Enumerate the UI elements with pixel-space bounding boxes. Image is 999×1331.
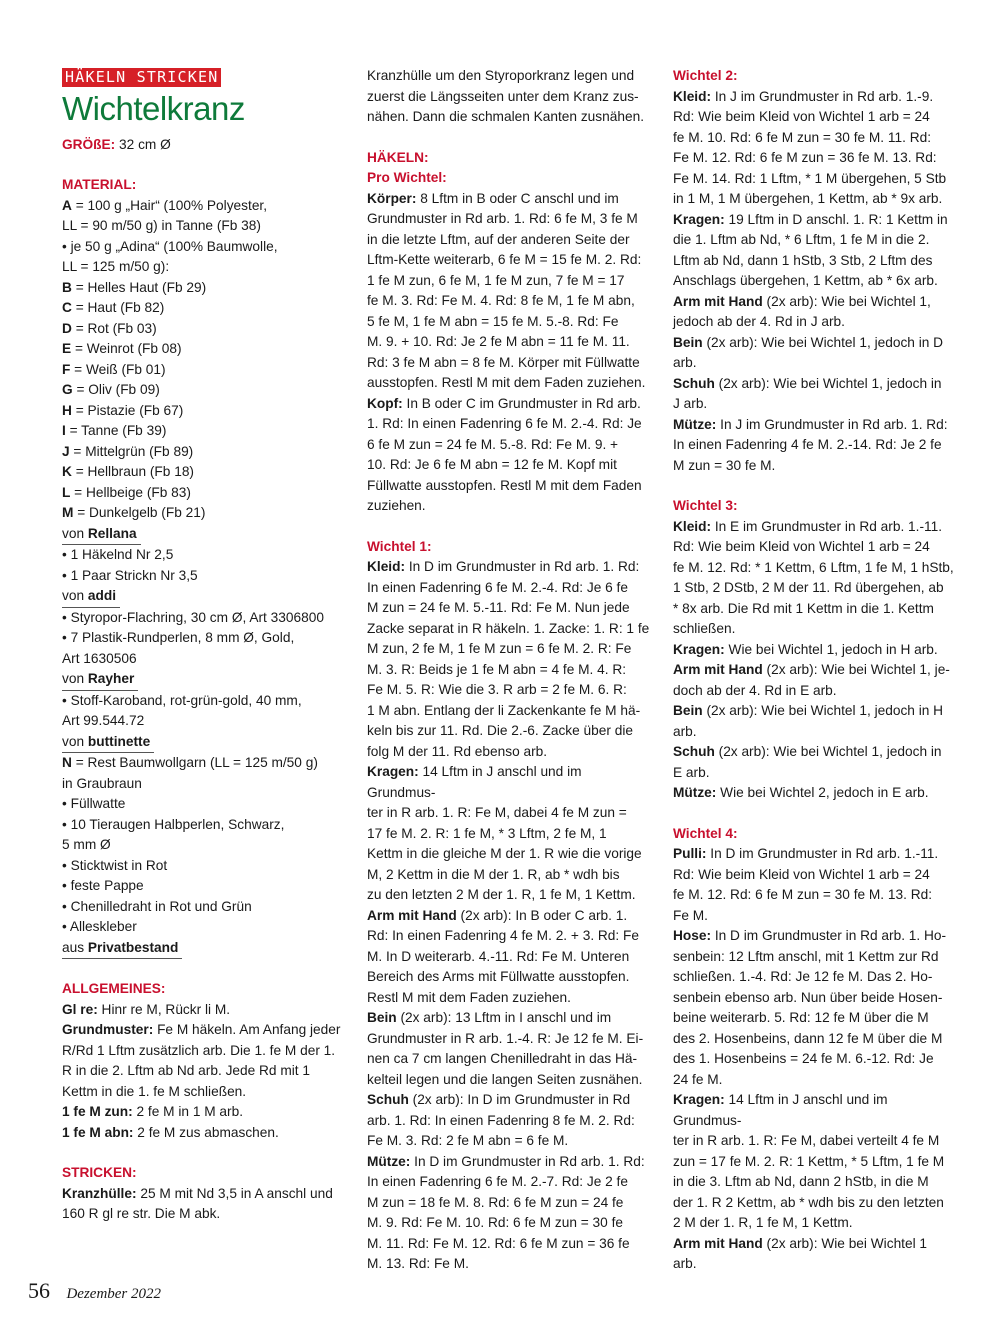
section-heading: ALLGEMEINES:	[62, 981, 166, 996]
term-label: Schuh	[367, 1092, 409, 1107]
text-line: 2 M der 1. R, 1 fe M, 1 Kettm.	[673, 1215, 853, 1230]
text-line: M zun = 18 fe M. 8. Rd: 6 fe M zun = 24 fe	[367, 1194, 624, 1210]
text-line	[673, 1234, 959, 1255]
text-line	[62, 462, 352, 483]
text-line	[673, 844, 959, 865]
supplier-name: Privatbestand	[87, 939, 179, 955]
term-text: = Rot (Fb 03)	[71, 320, 157, 336]
term-label: F	[62, 361, 71, 377]
text-line: • Chenilledraht in Rot und Grün	[62, 898, 252, 914]
supplier-prefix: von	[62, 671, 88, 686]
text-line: Fe M. 5. R: Wie die 3. R arb = 2 fe M. 6. R:	[367, 682, 627, 697]
term-text: = Helles Haut (Fb 29)	[71, 279, 207, 295]
text-line: des 1. Hosenbeins = 24 fe M. 6.-12. Rd: Je	[673, 1051, 934, 1066]
supplier-name: buttinette	[87, 733, 151, 749]
term-text: 8 Lftm in B oder C anschl und im	[416, 190, 619, 206]
term-text: = Mittelgrün (Fb 89)	[69, 443, 194, 459]
text-line: Rd: Wie beim Kleid von Wichtel 1 arb = 24	[673, 866, 930, 882]
term-text: Fe M häkeln. Am Anfang jeder	[153, 1022, 341, 1037]
text-line	[673, 333, 959, 354]
term-text: In D im Grundmuster in Rd arb. 1. Rd:	[410, 1153, 645, 1169]
term-label: Pulli:	[673, 846, 707, 861]
text-line	[62, 196, 352, 217]
text-line: Restl M mit dem Faden zuziehen.	[367, 989, 571, 1005]
term-label: Schuh	[673, 375, 715, 391]
term-label: Gl re:	[62, 1001, 98, 1017]
text-line	[367, 762, 651, 803]
term-label: I	[62, 423, 66, 438]
text-line: M. 13. Rd: Fe M.	[367, 1256, 469, 1271]
supplier-name: Rellana	[87, 525, 137, 541]
text-line	[673, 374, 959, 395]
term-label: A	[62, 197, 72, 213]
text-line: Zacke separat in R häkeln. 1. Zacke: 1. R: 1 fe	[367, 620, 650, 636]
term-text: 2 fe M in 1 M arb.	[132, 1104, 244, 1119]
term-text: = Hellbeige (Fb 83)	[70, 484, 191, 500]
text-line	[673, 926, 959, 947]
text-line: ausstopfen. Restl M mit dem Faden zuziehen.	[367, 375, 646, 390]
text-line: Art 1630506	[62, 650, 137, 666]
text-line: Grundmuster in R arb. 1.-4. R: Je 12 fe M. Ei-	[367, 1030, 644, 1046]
term-label: Kleid:	[367, 559, 406, 574]
text-line	[62, 483, 352, 504]
page-number: 56	[28, 1278, 50, 1303]
term-label: C	[62, 300, 72, 315]
text-line	[673, 210, 959, 231]
term-label: Kleid:	[673, 518, 712, 534]
term-label: Schuh	[673, 744, 715, 759]
text-line: in die 3. Lftm ab Nd, dann 2 hStb, in die M	[673, 1174, 929, 1189]
section-gap	[62, 155, 352, 175]
text-line: Kettm in die gleiche M der 1. R wie die vorige	[367, 846, 642, 861]
term-label: D	[62, 320, 72, 336]
supplier-line	[62, 732, 352, 754]
text-line: fe M. 10. Rd: 6 fe M zun = 30 fe M. 11. Rd:	[673, 129, 932, 145]
kicker-row	[62, 66, 352, 89]
text-line: fe M. 12. Rd: 6 fe M zun = 30 fe M. 13. Rd:	[673, 887, 933, 902]
section-gap	[673, 804, 959, 824]
article-title: Wichtelkranz	[62, 89, 245, 127]
term-text: = Weiß (Fb 01)	[70, 361, 166, 377]
term-label: Grundmuster:	[62, 1022, 154, 1037]
term-text: 25 M mit Nd 3,5 in A anschl und	[136, 1185, 333, 1201]
supplier-line	[62, 524, 352, 546]
text-line: M. 3. R: Beids je 1 fe M abn = 4 fe M. 4. R:	[367, 661, 627, 677]
text-line: • 1 Häkelnd Nr 2,5	[62, 547, 174, 562]
text-line	[62, 421, 352, 442]
text-line: zu den letzten 2 M der 1. R, 1 fe M, 1 Kettm.	[367, 887, 636, 902]
term-label: Kleid:	[673, 88, 712, 104]
supplier-line	[62, 669, 352, 691]
term-text: In D im Grundmuster in Rd arb. 1. Ho-	[711, 928, 947, 943]
section-heading: STRICKEN:	[62, 1165, 137, 1180]
text-line: J arb.	[673, 396, 708, 411]
term-label: 1 fe M abn:	[62, 1124, 134, 1140]
text-line	[62, 380, 352, 401]
text-line: 17 fe M. 2. R: 1 fe M, * 3 Lftm, 2 fe M, 1	[367, 825, 607, 841]
supplier-line	[62, 586, 352, 608]
text-line	[673, 87, 959, 108]
term-label: J	[62, 443, 70, 459]
term-label: Mütze:	[367, 1153, 411, 1169]
term-text: (2x arb): 13 Lftm in I anschl und im	[396, 1010, 612, 1025]
text-line: • je 50 g „Adina“ (100% Baumwolle,	[62, 238, 278, 254]
term-label: E	[62, 341, 72, 356]
text-line: Fe M. 3. Rd: 2 fe M abn = 6 fe M.	[367, 1133, 569, 1148]
term-text: (2x arb): In B oder C arb. 1.	[456, 907, 628, 923]
text-line: 160 R gl re str. Die M abk.	[62, 1206, 221, 1221]
text-line: Fe M.	[673, 907, 708, 923]
text-line: M. 11. Rd: Fe M. 12. Rd: 6 fe M zun = 36 fe	[367, 1235, 630, 1251]
term-text: (2x arb): Wie bei Wichtel 1	[762, 1235, 928, 1251]
text-line: M zun, 2 fe M, 1 fe M zun = 6 fe M. 2. R: Fe	[367, 641, 632, 656]
text-line: doch ab der 4. Rd in E arb.	[673, 682, 837, 698]
term-text: 19 Lftm in D anschl. 1. R: 1 Kettm in	[724, 211, 948, 227]
text-line: folg M der 11. Rd ebenso arb.	[367, 743, 548, 759]
section-heading: MATERIAL:	[62, 177, 137, 192]
term-label: Arm mit Hand	[673, 1235, 763, 1251]
text-line: Rd: Wie beim Kleid von Wichtel 1 arb = 24	[673, 109, 930, 124]
supplier-prefix: von	[62, 588, 88, 603]
text-line: 1 M abn. Entlang der li Zackenkante fe M hä-	[367, 702, 641, 718]
text-line: senbein ebenso arb. Nun über beide Hosen-	[673, 989, 943, 1005]
term-text: Hinr re M, Rückr li M.	[97, 1001, 231, 1017]
term-text: (2x arb): Wie bei Wichtel 1, jedoch in D	[702, 334, 944, 350]
term-label: 1 fe M zun:	[62, 1104, 133, 1119]
text-line	[62, 503, 352, 524]
text-line	[62, 1123, 352, 1144]
text-line: Fe M. 12. Rd: 6 fe M zun = 36 fe M. 13. Rd:	[673, 150, 937, 165]
text-line	[367, 1008, 651, 1029]
term-label: Kragen:	[367, 764, 419, 779]
text-line: M, 2 Kettm in die M der 1. R, ab * wdh bis	[367, 866, 620, 882]
text-line: ter in R arb. 1. R: Fe M, dabei verteilt 4 fe M	[673, 1133, 940, 1148]
text-line: • Alleskleber	[62, 919, 137, 934]
text-line	[62, 442, 352, 463]
text-line	[367, 189, 651, 210]
term-label: B	[62, 279, 72, 295]
text-line: arb.	[673, 1256, 697, 1271]
term-label: Arm mit Hand	[367, 907, 457, 923]
text-line: Füllwatte ausstopfen. Restl M mit dem Faden	[367, 477, 642, 493]
term-text: In J im Grundmuster in Rd arb. 1.-9.	[711, 88, 934, 104]
term-text: In D im Grundmuster in Rd arb. 1.-11.	[706, 846, 939, 861]
term-label: Hose:	[673, 928, 712, 943]
term-label: Kragen:	[673, 211, 725, 227]
section-gap	[367, 517, 651, 537]
text-line: arb.	[673, 355, 697, 370]
term-label: Bein	[673, 703, 703, 718]
text-line: • 10 Tieraugen Halbperlen, Schwarz,	[62, 816, 285, 832]
term-text: = Oliv (Fb 09)	[72, 382, 160, 397]
term-text: 14 Lftm in J anschl und im Grundmus-	[367, 764, 582, 800]
supplier-name: addi	[87, 588, 117, 603]
term-text: = Haut (Fb 82)	[71, 300, 165, 315]
page-footer	[28, 1278, 161, 1304]
term-text: = Pistazie (Fb 67)	[71, 402, 184, 418]
term-label: Körper:	[367, 190, 417, 206]
text-line: in Graubraun	[62, 775, 142, 791]
text-line: • 7 Plastik-Rundperlen, 8 mm Ø, Gold,	[62, 630, 295, 645]
text-line: fe M. 3. Rd: Fe M. 4. Rd: 8 fe M, 1 fe M abn,	[367, 293, 635, 308]
text-line: • feste Pappe	[62, 878, 144, 893]
text-line: Lftm-Kette weiterarb, 6 fe M = 15 fe M. 2. Rd:	[367, 252, 642, 267]
text-line: 1 fe M zun, 6 fe M, 1 fe M zun, 7 fe M = 17	[367, 272, 625, 288]
term-text: = Tanne (Fb 39)	[65, 423, 167, 438]
text-line: nähen. Dann die schmalen Kanten zusnähen.	[367, 109, 644, 124]
text-line: LL = 125 m/50 g):	[62, 259, 170, 274]
term-text: (2x arb): In D im Grundmuster in Rd	[408, 1092, 631, 1107]
text-line: • 1 Paar Strickn Nr 3,5	[62, 567, 198, 583]
text-line: ter in R arb. 1. R: Fe M, dabei 4 fe M zun =	[367, 805, 627, 820]
text-line	[673, 415, 959, 436]
text-line: in 1 M, 1 M übergehen, 1 Kettm, ab * 9x arb.	[673, 191, 943, 206]
text-line: R/Rd 1 Lftm zusätzlich arb. Die 1. fe M der 1.	[62, 1042, 336, 1058]
size-line	[62, 135, 352, 156]
text-line: M. 9. + 10. Rd: Je 2 fe M abn = 11 fe M. 11.	[367, 334, 630, 349]
text-line: * 8x arb. Die Rd mit 1 Kettm in die 1. Kettm	[673, 600, 934, 616]
section-gap	[62, 959, 352, 979]
supplier-line	[62, 938, 352, 960]
section-heading: GRÖßE:	[62, 136, 116, 152]
term-text: 14 Lftm in J anschl und im Grundmus-	[673, 1092, 888, 1128]
text-line: zuziehen.	[367, 498, 426, 513]
text-line: der 1. R 2 Kettm, ab * wdh bis zu den letzten	[673, 1194, 944, 1210]
text-line	[367, 1152, 651, 1173]
text-line: M. 9. Rd: Fe M. 10. Rd: 6 fe M zun = 30 fe	[367, 1215, 623, 1230]
text-line: kelteil legen und die langen Seiten zusnähen.	[367, 1071, 643, 1087]
text-line: zun = 17 fe M. 2. R: 1 Kettm, * 5 Lftm, 1 fe M	[673, 1153, 945, 1169]
text-line	[367, 394, 651, 415]
text-line: R in die 2. Lftm ab Nd arb. Jede Rd mit 1	[62, 1063, 311, 1078]
term-text: In E im Grundmuster in Rd arb. 1.-11.	[711, 518, 943, 534]
section-heading: Wichtel 2:	[673, 68, 738, 83]
term-label: Arm mit Hand	[673, 662, 763, 677]
text-line	[673, 640, 959, 661]
text-line: Grundmuster in Rd arb. 1. Rd: 6 fe M, 3 fe M	[367, 211, 638, 226]
term-text: = Dunkelgelb (Fb 21)	[73, 505, 206, 520]
text-line: Kranzhülle um den Styroporkranz legen und	[367, 68, 635, 83]
text-line: 24 fe M.	[673, 1071, 723, 1087]
term-label: Kopf:	[367, 395, 403, 411]
term-label: L	[62, 484, 71, 500]
term-text: (2x arb): Wie bei Wichtel 1, jedoch in H	[702, 703, 944, 718]
supplier-credit	[62, 524, 141, 546]
text-line: In einen Fadenring 6 fe M. 2.-4. Rd: Je 6 fe	[367, 579, 628, 595]
text-line: Rd: In einen Fadenring 4 fe M. 2. + 3. Rd: Fe	[367, 928, 639, 943]
text-line: keln bis zur 11. Rd. Die 2.-6. Zacke über die	[367, 723, 634, 738]
text-line: arb. 1. Rd: In einen Fadenring 8 fe M. 2. Rd:	[367, 1112, 635, 1128]
text-line	[673, 517, 959, 538]
term-text: (2x arb): Wie bei Wichtel 1,	[762, 293, 931, 309]
term-text: = Rest Baumwollgarn (LL = 125 m/50 g)	[71, 755, 318, 770]
text-line: Anschlags übergehen, 1 Kettm, ab * 6x arb.	[673, 273, 938, 288]
term-text: In J im Grundmuster in Rd arb. 1. Rd:	[716, 416, 948, 432]
term-text: Wie bei Wichtel 1, jedoch in H arb.	[724, 641, 938, 657]
text-line: zuerst die Längsseiten unter dem Kranz zus-	[367, 88, 639, 104]
text-line: fe M. 12. Rd: * 1 Kettm, 6 Lftm, 1 fe M, 1 hStb,	[673, 559, 954, 575]
text-line: Rd: 3 fe M abn = 8 fe M. Körper mit Füllwatte	[367, 354, 640, 370]
text-line	[673, 292, 959, 313]
text-line	[62, 339, 352, 360]
supplier-prefix: von	[62, 525, 88, 541]
text-line: 5 mm Ø	[62, 837, 111, 852]
text-line: Kettm in die 1. fe M schließen.	[62, 1083, 247, 1099]
text-line: senbein: 12 Lftm anschl, mit 1 Kettm zur Rd	[673, 948, 939, 964]
term-text: (2x arb): Wie bei Wichtel 1, jedoch in	[714, 744, 942, 759]
text-line: 5 fe M, 1 fe M abn = 15 fe M. 5.-8. Rd: Fe	[367, 313, 619, 329]
text-line: Fe M. 14. Rd: 1 Lftm, * 1 M übergehen, 5 Stb	[673, 170, 947, 186]
text-line	[62, 1020, 352, 1041]
text-line: 10. Rd: Je 6 fe M abn = 12 fe M. Kopf mit	[367, 457, 617, 472]
text-line	[62, 298, 352, 319]
text-line	[673, 742, 959, 763]
text-line	[62, 1000, 352, 1021]
text-line: nen ca 7 cm langen Chenilledraht in das Hä-	[367, 1051, 638, 1066]
text-line: E arb.	[673, 764, 710, 780]
text-line	[62, 401, 352, 422]
text-line: schließen. 1.-4. Rd: Je 12 fe M. Das 2. Ho-	[673, 969, 933, 984]
term-text: Wie bei Wichtel 2, jedoch in E arb.	[716, 785, 929, 800]
text-line	[367, 557, 651, 578]
text-line: des 2. Hosenbeins, dann 12 fe M über die M	[673, 1030, 943, 1046]
term-label: Bein	[367, 1010, 397, 1025]
term-label: Kranzhülle:	[62, 1185, 137, 1201]
supplier-prefix: von	[62, 733, 88, 749]
term-text: = Weinrot (Fb 08)	[71, 341, 182, 356]
text-line: 6 fe M zun = 24 fe M. 5.-8. Rd: Fe M. 9. +	[367, 436, 619, 452]
text-line	[673, 660, 959, 681]
term-label: H	[62, 402, 72, 418]
text-line: die 1. Lftm ab Nd, * 6 Lftm, 1 fe M in die 2.	[673, 232, 930, 247]
term-text: (2x arb): Wie bei Wichtel 1, je-	[762, 662, 950, 677]
section-heading: HÄKELN:	[367, 149, 429, 165]
text-line: M zun = 24 fe M. 5.-11. Rd: Fe M. Nun jede	[367, 600, 630, 615]
column-right	[673, 66, 959, 1275]
text-line	[673, 783, 959, 804]
column-middle	[367, 66, 651, 1275]
text-line	[367, 1090, 651, 1111]
term-text: = 100 g „Hair“ (100% Polyester,	[71, 197, 268, 213]
issue-date: Dezember 2022	[66, 1286, 162, 1302]
section-heading: Wichtel 3:	[673, 498, 738, 513]
term-label: M	[62, 505, 74, 520]
supplier-prefix: aus	[62, 939, 88, 955]
text-line: 1 Stb, 2 DStb, 2 M der 11. Rd übergehen, ab	[673, 580, 944, 595]
text-line	[673, 1090, 959, 1131]
text-line	[62, 1102, 352, 1123]
term-text: In B oder C im Grundmuster in Rd arb.	[402, 395, 641, 411]
category-kicker: HÄKELN STRICKEN	[62, 68, 221, 87]
text-line	[62, 753, 352, 774]
text-line: in die letzte Lftm, auf der anderen Seite der	[367, 231, 630, 247]
supplier-credit	[62, 586, 120, 608]
section-gap	[367, 128, 651, 148]
text-line: Bereich des Arms mit Füllwatte ausstopfen.	[367, 969, 630, 984]
section-heading: Wichtel 4:	[673, 825, 738, 841]
text-line: M zun = 30 fe M.	[673, 457, 776, 473]
text-line: beine weiterarb. 5. Rd: 12 fe M über die M	[673, 1010, 929, 1025]
text-line: • Füllwatte	[62, 796, 126, 811]
text-line: Lftm ab Nd, dann 1 hStb, 3 Stb, 2 Lftm des	[673, 252, 933, 268]
section-heading: Wichtel 1:	[367, 538, 432, 554]
size-value: 32 cm Ø	[115, 136, 171, 152]
text-line: M. In D weiterarb. 4.-11. Rd: Fe M. Unteren	[367, 948, 630, 964]
term-text: 2 fe M zus abmaschen.	[133, 1124, 279, 1140]
term-label: N	[62, 755, 72, 770]
text-line: Rd: Wie beim Kleid von Wichtel 1 arb = 24	[673, 539, 930, 554]
term-text: = Hellbraun (Fb 18)	[71, 464, 194, 479]
section-gap	[62, 1143, 352, 1163]
text-line	[673, 701, 959, 722]
supplier-credit	[62, 732, 154, 754]
supplier-credit	[62, 938, 182, 960]
text-line: arb.	[673, 723, 697, 739]
term-label: Kragen:	[673, 641, 725, 657]
term-label: Mütze:	[673, 416, 717, 432]
text-line: Art 99.544.72	[62, 713, 145, 728]
text-line: LL = 90 m/50 g) in Tanne (Fb 38)	[62, 218, 261, 233]
term-label: Mütze:	[673, 785, 717, 800]
term-label: G	[62, 382, 73, 397]
section-heading: Pro Wichtel:	[367, 170, 447, 185]
text-line	[367, 906, 651, 927]
text-line: schließen.	[673, 621, 736, 636]
term-label: K	[62, 464, 72, 479]
term-label: Bein	[673, 334, 703, 350]
column-left	[62, 66, 352, 1225]
supplier-credit	[62, 669, 138, 691]
term-label: Arm mit Hand	[673, 293, 763, 309]
text-line: • Stoff-Karoband, rot-grün-gold, 40 mm,	[62, 692, 302, 708]
text-line: • Styropor-Flachring, 30 cm Ø, Art 3306800	[62, 609, 324, 625]
text-line: 1. Rd: In einen Fadenring 6 fe M. 2.-4. Rd: Je	[367, 416, 642, 431]
text-line	[62, 360, 352, 381]
term-label: Kragen:	[673, 1092, 725, 1107]
supplier-name: Rayher	[87, 671, 135, 686]
text-line	[62, 278, 352, 299]
text-line: • Sticktwist in Rot	[62, 857, 168, 873]
text-line: jedoch ab der 4. Rd in J arb.	[673, 314, 845, 329]
term-text: In D im Grundmuster in Rd arb. 1. Rd:	[405, 559, 640, 574]
text-line: In einen Fadenring 6 fe M. 2.-7. Rd: Je 2 fe	[367, 1174, 628, 1189]
text-line	[62, 1184, 352, 1205]
term-text: (2x arb): Wie bei Wichtel 1, jedoch in	[714, 375, 942, 391]
text-line	[62, 319, 352, 340]
text-line: In einen Fadenring 4 fe M. 2.-14. Rd: Je 2 fe	[673, 437, 942, 452]
section-gap	[673, 476, 959, 496]
